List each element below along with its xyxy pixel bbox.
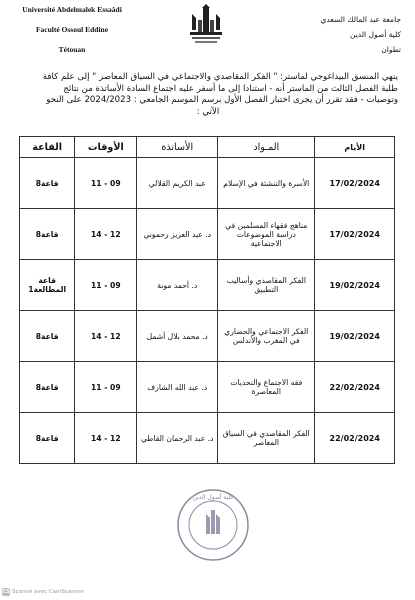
cell-time: 09 - 11 xyxy=(75,362,137,413)
table-row xyxy=(20,158,395,209)
university-logo-icon xyxy=(186,4,226,48)
cell-room: قاعة المطالعة1 xyxy=(20,260,75,311)
footer-text: Scanné avec CamScanner xyxy=(12,589,84,595)
cell-room: قاعة8 xyxy=(20,158,75,209)
cell-professor: د. محمد بلال أشمل xyxy=(137,311,218,362)
intro-line-2: طلبة الفصل الثالث من الماستر أنه - استنادا إلى ما أسفر عليه اجتماع السادة الأساتذة من نتائج xyxy=(63,83,398,94)
cell-professor: د. عبد الله الشارف xyxy=(137,362,218,413)
header-fr-faculty: Faculté Ossoul Eddine xyxy=(35,25,109,34)
cell-subject: فقه الاجتماع والتحديات المعاصرة xyxy=(218,362,315,413)
header-days: الأيام xyxy=(315,137,395,158)
cell-professor: د. عبد الرحمان القاطي xyxy=(137,413,218,464)
camscanner-icon: CS xyxy=(2,589,10,595)
header-ar-faculty: كلية أصول الدين xyxy=(350,30,401,39)
cell-professor: د. أحمد مونة xyxy=(137,260,218,311)
table-row xyxy=(20,209,395,260)
cell-professor: عبد الكريم القلالي xyxy=(137,158,218,209)
header-professors: الأساتذة xyxy=(137,137,218,158)
header-fr-university: Université Abdelmalek Essaâdi xyxy=(22,5,122,14)
official-stamp xyxy=(176,488,250,562)
table-row xyxy=(20,260,395,311)
cell-time: 12 - 14 xyxy=(75,413,137,464)
cell-subject: الفكر الاجتماعي والحضاري في المغرب والأندلس xyxy=(218,311,315,362)
header-room: القاعة xyxy=(20,137,75,158)
header-fr-city: Tétouan xyxy=(58,45,86,54)
table-row xyxy=(20,311,395,362)
table-row xyxy=(20,362,395,413)
header-subjects: المـواد xyxy=(218,137,315,158)
table-row xyxy=(20,413,395,464)
cell-subject: مناهج فقهاء المسلمين في دراسة الموضوعات الاجتماعية xyxy=(218,209,315,260)
stamp-text: كلية أصول الدين xyxy=(192,494,234,501)
cell-day: 19/02/2024 xyxy=(315,311,395,362)
scanner-footer xyxy=(2,588,84,596)
intro-line-4: الآتي : xyxy=(196,106,220,117)
exam-schedule-table xyxy=(19,136,395,464)
header-ar-city: تطوان xyxy=(381,45,401,54)
header-times: الأوقات xyxy=(75,137,137,158)
cell-time: 12 - 14 xyxy=(75,209,137,260)
cell-subject: الفكر المقاصدي وأساليب التطبيق xyxy=(218,260,315,311)
cell-subject: الأسرة والتنشئة في الإسلام xyxy=(218,158,315,209)
cell-day: 17/02/2024 xyxy=(315,209,395,260)
cell-room: قاعة8 xyxy=(20,209,75,260)
cell-day: 19/02/2024 xyxy=(315,260,395,311)
intro-paragraph xyxy=(18,72,398,118)
table-header-row xyxy=(20,137,395,158)
cell-time: 09 - 11 xyxy=(75,158,137,209)
cell-professor: د. عبد العزيز رحموني xyxy=(137,209,218,260)
cell-day: 22/02/2024 xyxy=(315,362,395,413)
cell-day: 17/02/2024 xyxy=(315,158,395,209)
cell-time: 09 - 11 xyxy=(75,260,137,311)
intro-line-1: ينهي المنسق البيداغوجي لماستر: " الفكر المقاصدي والاجتماعي في السياق المعاصر " إلى علم كافة xyxy=(42,72,398,82)
cell-room: قاعة8 xyxy=(20,311,75,362)
header-ar-university: جامعة عبد المالك السعدي xyxy=(320,15,401,24)
cell-room: قاعة8 xyxy=(20,413,75,464)
cell-subject: الفكر المقاصدي في السياق المعاصر xyxy=(218,413,315,464)
cell-room: قاعة8 xyxy=(20,362,75,413)
cell-time: 12 - 14 xyxy=(75,311,137,362)
cell-day: 22/02/2024 xyxy=(315,413,395,464)
intro-line-3: وتوصيات - فقد تقرر أن يجرى اختبار الفصل الأول برسم الموسم الجامعي : 2024/2023 على النحو xyxy=(46,95,398,105)
